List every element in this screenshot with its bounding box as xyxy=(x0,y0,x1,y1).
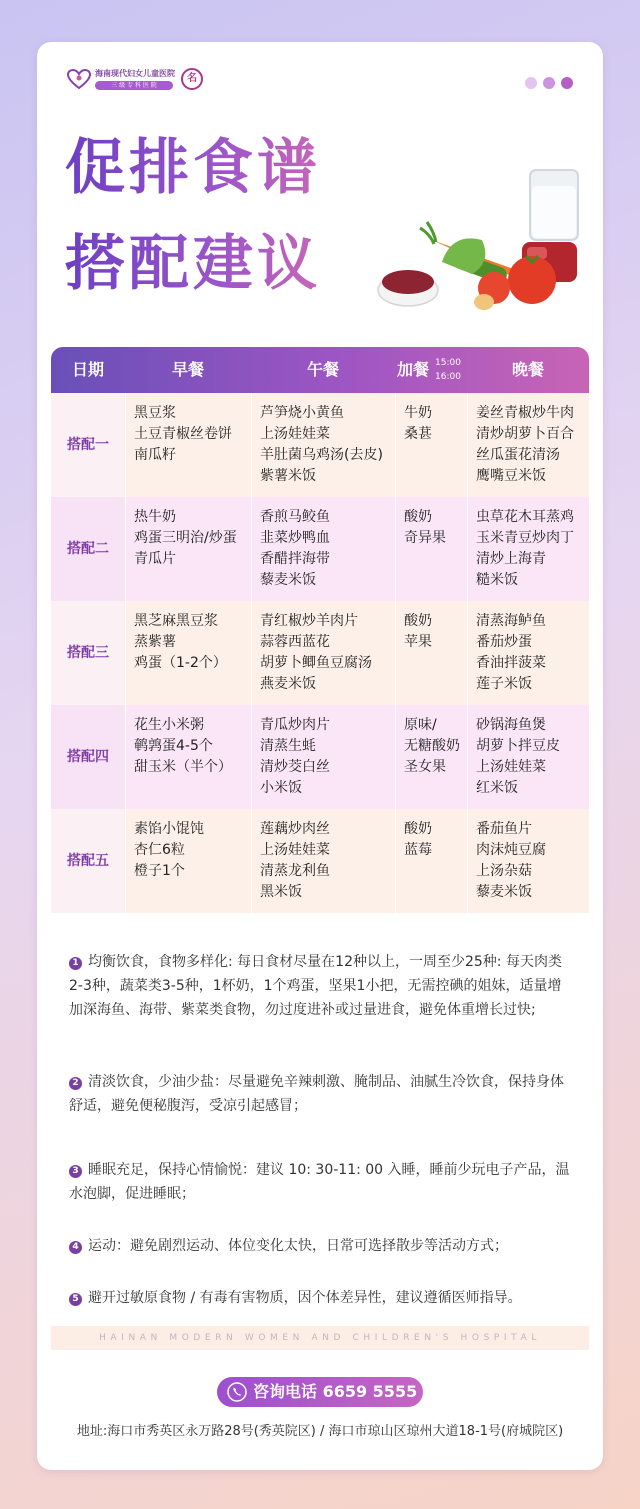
header-snack-cell xyxy=(395,347,467,393)
menu-item: 莲藕炒肉丝 xyxy=(260,821,330,837)
menu-item: 蒸紫薯 xyxy=(134,634,176,650)
menu-item: 黑豆浆 xyxy=(134,405,176,421)
cell-dinner xyxy=(467,393,589,497)
cell-dinner xyxy=(467,601,589,705)
menu-item: 鸡蛋（1-2个） xyxy=(134,655,227,671)
note-number-icon: 3 xyxy=(69,1165,82,1178)
menu-item: 番茄炒蛋 xyxy=(476,634,532,650)
dot-icon xyxy=(525,77,537,89)
header-breakfast: 早餐 xyxy=(171,360,204,379)
row-day-label: 搭配一 xyxy=(51,393,125,497)
row-day-label: 搭配三 xyxy=(51,601,125,705)
quality-badge-icon: 名 xyxy=(181,68,203,90)
cell-lunch xyxy=(251,497,395,601)
cell-breakfast xyxy=(125,497,251,601)
snack-time-start: 15:00 xyxy=(435,358,461,368)
menu-item: 热牛奶 xyxy=(134,509,176,525)
cell-lunch xyxy=(251,601,395,705)
menu-item: 青瓜片 xyxy=(134,551,176,567)
table-row xyxy=(51,705,589,809)
menu-item: 番茄鱼片 xyxy=(476,821,532,837)
menu-item: 清蒸龙利鱼 xyxy=(260,863,330,879)
cell-lunch xyxy=(251,809,395,913)
note-item xyxy=(69,1158,574,1206)
menu-item: 圣女果 xyxy=(404,759,446,775)
menu-item: 清炒上海青 xyxy=(476,551,546,567)
menu-item: 胡萝卜拌豆皮 xyxy=(476,738,560,754)
note-text: 清淡饮食，少油少盐：尽量避免辛辣刺激、腌制品、油腻生冷饮食，保持身体舒适，避免便秘腹泻，受凉引起感冒； xyxy=(69,1074,564,1114)
cell-snack xyxy=(395,393,467,497)
header-snack: 加餐 xyxy=(397,360,430,379)
menu-item: 香煎马鲛鱼 xyxy=(260,509,330,525)
menu-item: 鹰嘴豆米饭 xyxy=(476,468,546,484)
header-day: 日期 xyxy=(71,360,104,379)
menu-item: 清炒茭白丝 xyxy=(260,759,330,775)
menu-item: 牛奶 xyxy=(404,405,432,421)
table-row xyxy=(51,497,589,601)
note-item xyxy=(69,1070,574,1118)
menu-item: 香油拌菠菜 xyxy=(476,655,546,671)
menu-item: 蒜蓉西蓝花 xyxy=(260,634,330,650)
menu-item: 胡萝卜鲫鱼豆腐汤 xyxy=(260,655,372,671)
menu-item: 香醋拌海带 xyxy=(260,551,330,567)
table-row xyxy=(51,809,589,913)
row-day-label: 搭配四 xyxy=(51,705,125,809)
food-illustration-icon xyxy=(372,162,587,312)
menu-item: 丝瓜蛋花清汤 xyxy=(476,447,560,463)
table-row xyxy=(51,601,589,705)
note-item xyxy=(69,950,574,1022)
header-lunch: 午餐 xyxy=(306,360,339,379)
menu-item: 紫薯米饭 xyxy=(260,468,316,484)
note-text: 睡眠充足，保持心情愉悦：建议 10: 30-11: 00 入睡，睡前少玩电子产品，温水泡脚，促进睡眠； xyxy=(69,1162,570,1202)
menu-item: 原味/ xyxy=(404,717,437,733)
table-header xyxy=(51,347,589,393)
cell-snack xyxy=(395,705,467,809)
dot-icon xyxy=(561,77,573,89)
menu-item: 小米饭 xyxy=(260,780,302,796)
menu-item: 青红椒炒羊肉片 xyxy=(260,613,358,629)
menu-item: 上汤杂菇 xyxy=(476,863,532,879)
menu-item: 南瓜籽 xyxy=(134,447,176,463)
menu-item: 黑芝麻黑豆浆 xyxy=(134,613,218,629)
dot-icon xyxy=(543,77,555,89)
note-text: 避开过敏原食物 / 有毒有害物质，因个体差异性，建议遵循医师指导。 xyxy=(88,1290,522,1306)
menu-item: 上汤娃娃菜 xyxy=(260,426,330,442)
cell-lunch xyxy=(251,393,395,497)
title-line-1: 促排食谱 xyxy=(65,133,321,203)
menu-item: 藜麦米饭 xyxy=(260,572,316,588)
cell-dinner xyxy=(467,809,589,913)
menu-item: 杏仁6粒 xyxy=(134,842,185,858)
menu-item: 素馅小馄饨 xyxy=(134,821,204,837)
note-number-icon: 4 xyxy=(69,1241,82,1254)
hospital-logo xyxy=(67,68,203,90)
menu-item: 红米饭 xyxy=(476,780,518,796)
menu-item: 燕麦米饭 xyxy=(260,676,316,692)
menu-item: 苹果 xyxy=(404,634,432,650)
phone-button[interactable] xyxy=(217,1377,423,1407)
menu-item: 酸奶 xyxy=(404,821,432,837)
menu-item: 奇异果 xyxy=(404,530,446,546)
menu-item: 花生小米粥 xyxy=(134,717,204,733)
cell-breakfast xyxy=(125,809,251,913)
row-day-label: 搭配二 xyxy=(51,497,125,601)
menu-item: 酸奶 xyxy=(404,509,432,525)
table-row xyxy=(51,393,589,497)
menu-item: 肉沫炖豆腐 xyxy=(476,842,546,858)
menu-item: 清蒸海鲈鱼 xyxy=(476,613,546,629)
menu-item: 清炒胡萝卜百合 xyxy=(476,426,574,442)
note-item xyxy=(69,1234,574,1258)
note-text: 运动：避免剧烈运动、体位变化太快，日常可选择散步等活动方式； xyxy=(88,1238,508,1254)
menu-item: 鸡蛋三明治/炒蛋 xyxy=(134,530,237,546)
note-number-icon: 5 xyxy=(69,1293,82,1306)
menu-item: 芦笋烧小黄鱼 xyxy=(260,405,344,421)
menu-item: 甜玉米（半个） xyxy=(134,759,232,775)
menu-item: 砂锅海鱼煲 xyxy=(476,717,546,733)
header-dinner: 晚餐 xyxy=(511,360,544,379)
menu-item: 黑米饭 xyxy=(260,884,302,900)
menu-item: 上汤娃娃菜 xyxy=(476,759,546,775)
menu-item: 虫草花木耳蒸鸡 xyxy=(476,509,574,525)
phone-icon xyxy=(227,1382,247,1402)
cell-snack xyxy=(395,497,467,601)
cell-snack xyxy=(395,601,467,705)
address: 地址:海口市秀英区永万路28号(秀英院区) / 海口市琼山区琼州大道18-1号(府城院区) xyxy=(76,1424,564,1439)
note-number-icon: 2 xyxy=(69,1077,82,1090)
cell-lunch xyxy=(251,705,395,809)
heart-logo-icon xyxy=(67,69,91,89)
snack-time-end: 16:00 xyxy=(435,372,461,382)
menu-item: 羊肚菌乌鸡汤(去皮) xyxy=(260,447,383,463)
menu-item: 姜丝青椒炒牛肉 xyxy=(476,405,574,421)
menu-item: 玉米青豆炒肉丁 xyxy=(476,530,574,546)
note-text: 均衡饮食，食物多样化: 每日食材尽量在12种以上，一周至少25种: 每天肉类2-3种，蔬菜类3-5种，1杯奶，1个鸡蛋，坚果1小把，无需控碘的姐妹，适量增加深海鱼、海带、紫菜类食物，勿过度进补或过量进食，避免体重增长过快; xyxy=(69,954,562,1018)
decorative-dots xyxy=(525,77,573,89)
menu-item: 无糖酸奶 xyxy=(404,738,460,754)
cell-dinner xyxy=(467,705,589,809)
cell-breakfast xyxy=(125,393,251,497)
cell-snack xyxy=(395,809,467,913)
phone-number: 咨询电话 6659 5555 xyxy=(253,1382,418,1401)
menu-item: 上汤娃娃菜 xyxy=(260,842,330,858)
hospital-grade: 三 级 专 科 医 院 xyxy=(95,81,173,90)
logo-text xyxy=(95,69,175,90)
menu-item: 青瓜炒肉片 xyxy=(260,717,330,733)
menu-item: 桑葚 xyxy=(404,426,432,442)
cell-dinner xyxy=(467,497,589,601)
menu-item: 蓝莓 xyxy=(404,842,432,858)
cell-breakfast xyxy=(125,705,251,809)
hospital-name: 海南现代妇女儿童医院 xyxy=(95,68,175,78)
title-line-2: 搭配建议 xyxy=(65,229,321,299)
hospital-english-name: HAINAN MODERN WOMEN AND CHILDREN'S HOSPITAL xyxy=(51,1326,589,1350)
menu-item: 莲子米饭 xyxy=(476,676,532,692)
menu-item: 藜麦米饭 xyxy=(476,884,532,900)
header-snack-time xyxy=(435,356,461,384)
note-number-icon: 1 xyxy=(69,957,82,970)
note-item xyxy=(69,1286,574,1310)
menu-item: 橙子1个 xyxy=(134,863,185,879)
row-day-label: 搭配五 xyxy=(51,809,125,913)
poster-card xyxy=(37,42,603,1470)
menu-item: 韭菜炒鸭血 xyxy=(260,530,330,546)
menu-item: 鹌鹑蛋4-5个 xyxy=(134,738,213,754)
menu-item: 糙米饭 xyxy=(476,572,518,588)
cell-breakfast xyxy=(125,601,251,705)
menu-item: 清蒸生蚝 xyxy=(260,738,316,754)
menu-item: 酸奶 xyxy=(404,613,432,629)
menu-item: 土豆青椒丝卷饼 xyxy=(134,426,232,442)
